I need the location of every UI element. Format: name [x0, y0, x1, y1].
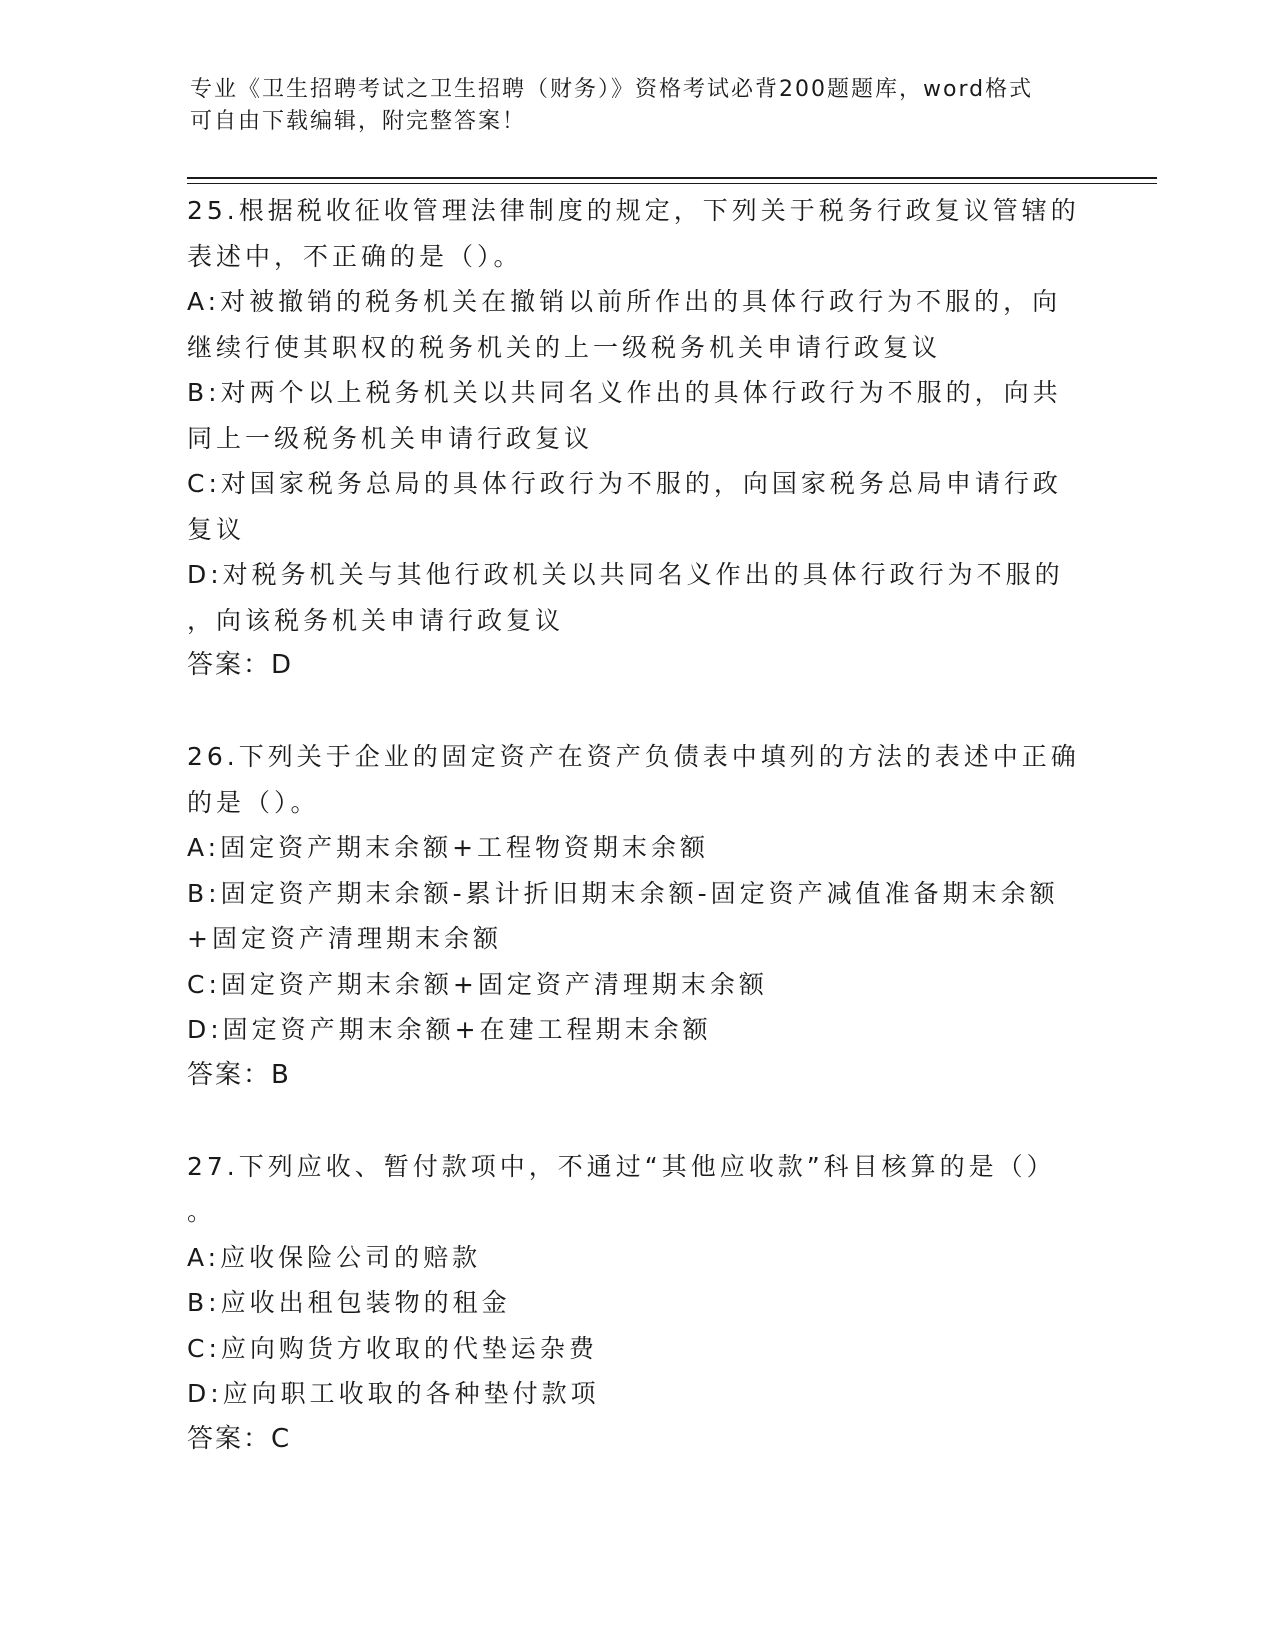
answer-option-line: A:固定资产期末余额+工程物资期末余额 [187, 833, 710, 862]
answer-option-line: 复议 [187, 514, 246, 544]
correct-answer: 答案：D [187, 650, 294, 680]
answer-option [187, 1007, 1087, 1053]
answer-option-line: C:应向购货方收取的代垫运杂费 [187, 1333, 598, 1363]
question-block [187, 188, 1087, 689]
question-stem-line: 26.下列关于企业的固定资产在资产负债表中填列的方法的表述中正确 [187, 742, 1080, 771]
question-stem-line: 表述中，不正确的是（）。 [187, 241, 523, 271]
correct-answer: 答案：B [187, 1059, 291, 1090]
answer-option-line: ，向该税务机关申请行政复议 [187, 605, 565, 635]
answer-option-line: +固定资产清理期末余额 [187, 924, 502, 953]
question-stem-line: 25.根据税收征收管理法律制度的规定，下列关于税务行政复议管辖的 [187, 196, 1080, 225]
question-stem [187, 1144, 1087, 1235]
answer-option-line: A:对被撤销的税务机关在撤销以前所作出的具体行政行为不服的，向 [187, 287, 1062, 316]
answer-option-line: D:对税务机关与其他行政机关以共同名义作出的具体行政行为不服的 [187, 560, 1064, 589]
question-stem-line: 27.下列应收、暂付款项中，不通过“其他应收款”科目核算的是（） [187, 1151, 1056, 1181]
answer-option [187, 552, 1087, 643]
answer-option-line: 同上一级税务机关申请行政复议 [187, 423, 594, 453]
question-stem-line: 。 [187, 1197, 217, 1226]
question-list [187, 188, 1087, 1508]
answer-option-line: C:对国家税务总局的具体行政行为不服的，向国家税务总局申请行政 [187, 469, 1062, 498]
document-header [190, 74, 1090, 138]
header-divider-thick [187, 177, 1157, 179]
header-divider-thin [187, 183, 1157, 184]
answer-option [187, 1235, 1087, 1281]
answer-option [187, 279, 1087, 370]
question-block [187, 734, 1087, 1098]
question-stem [187, 734, 1087, 825]
header-line-1: 专业《卫生招聘考试之卫生招聘（财务）》资格考试必背200题题库，word格式 [190, 77, 1034, 102]
answer-option [187, 871, 1087, 962]
answer-option-line: B:固定资产期末余额-累计折旧期末余额-固定资产减值准备期末余额 [187, 878, 1059, 908]
answer-option [187, 461, 1087, 552]
question-stem-line: 的是（）。 [187, 787, 320, 817]
answer-option-line: 继续行使其职权的税务机关的上一级税务机关申请行政复议 [187, 332, 942, 362]
question-block [187, 1144, 1087, 1463]
answer-option [187, 962, 1087, 1008]
header-line-2: 可自由下载编辑，附完整答案！ [190, 109, 527, 134]
answer-option-line: B:应收出租包装物的租金 [187, 1288, 511, 1317]
answer-option-line: D:应向职工收取的各种垫付款项 [187, 1379, 600, 1408]
answer-option [187, 1371, 1087, 1417]
answer-option [187, 1280, 1087, 1326]
question-stem [187, 188, 1087, 279]
answer-option-line: D:固定资产期末余额+在建工程期末余额 [187, 1015, 712, 1044]
answer-option [187, 370, 1087, 461]
answer-option [187, 1326, 1087, 1372]
answer-option-line: A:应收保险公司的赔款 [187, 1242, 482, 1272]
answer-option-line: C:固定资产期末余额+固定资产清理期末余额 [187, 969, 768, 999]
answer-option-line: B:对两个以上税务机关以共同名义作出的具体行政行为不服的，向共 [187, 378, 1062, 407]
correct-answer: 答案：C [187, 1423, 292, 1454]
answer-option [187, 825, 1087, 871]
